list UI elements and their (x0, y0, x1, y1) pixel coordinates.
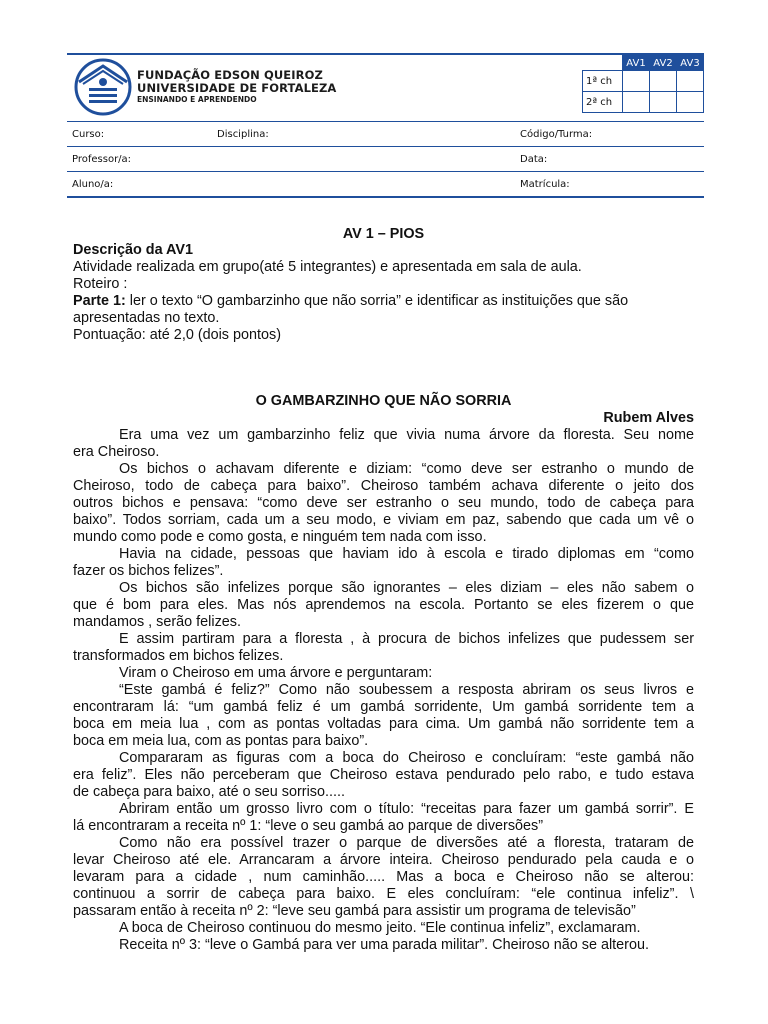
score-text: Pontuação: até 2,0 (dois pontos) (73, 327, 282, 343)
story-line: encontraram lá: “um gambá feliz é um gambá sorridente, Um gambá sorridente tem a (73, 699, 694, 715)
story-line: Era uma vez um gambarzinho feliz que vivia numa árvore da floresta. Seu nome (119, 427, 694, 443)
story-author: Rubem Alves (603, 410, 694, 426)
story-line: boca em meia lua , com as pontas voltadas para cima. Um gambá não sorridente tem a (73, 716, 694, 732)
activity-text: Atividade realizada em grupo(até 5 integrantes) e apresentada em sala de aula. (73, 259, 582, 275)
story-line: Como não era possível trazer o parque de diversões até a floresta, trataram de (119, 835, 694, 851)
field-data: Data: (520, 154, 548, 165)
field-professor: Professor/a: (72, 154, 132, 165)
grade-col-av3: AV3 (677, 56, 704, 71)
story-line: Compararam as figuras com a boca do Cheiroso e concluíram: “este gambá não (119, 750, 694, 766)
grade-col-av2: AV2 (650, 56, 677, 71)
grade-cell[interactable] (650, 71, 677, 92)
roteiro-label: Roteiro : (73, 276, 128, 292)
story-line: era Cheiroso. (73, 444, 160, 460)
part-1-label: Parte 1: (73, 293, 126, 309)
story-line: mundo como pode e como gosta, e ninguém tem nada com isso. (73, 529, 487, 545)
story-title: O GAMBARZINHO QUE NÃO SORRIA (255, 393, 512, 409)
grade-cell[interactable] (677, 71, 704, 92)
story-line: de cabeça para baixo, até o seu sorriso..... (73, 784, 345, 800)
story-line: levaram para a cidade , num caminhão..... Mas a boca e Cheiroso não se alterou: (73, 869, 694, 885)
story-line: Abriram então um grosso livro com o título: “receitas para fazer um gambá sorrir”. E (119, 801, 694, 817)
story-line: “Este gambá é feliz?” Como não soubessem a resposta abriram os seus livros e (119, 682, 694, 698)
description-heading: Descrição da AV1 (73, 242, 193, 258)
story-line: A boca de Cheiroso continuou do mesmo jeito. “Ele continua infeliz”, exclamaram. (119, 920, 641, 936)
story-line: que é bom para eles. Mas nós aprendemos na escola. Portanto se eles fizerem o que (73, 597, 694, 613)
institution-line-1: FUNDAÇÃO EDSON QUEIROZ (137, 68, 323, 82)
grade-cell[interactable] (623, 92, 650, 113)
story-line: Receita nº 3: “leve o Gambá para ver uma parada militar”. Cheiroso não se alterou. (119, 937, 649, 953)
story-line: Cheiroso, todo de cabeça para baixo”. Cheiroso também achava diferente o jeito dos (73, 478, 694, 494)
grade-row-1-label: 1ª ch (583, 71, 623, 92)
story-line: lá encontraram a receita nº 1: “leve o seu gambá ao parque de diversões” (73, 818, 544, 834)
header-row-professor (67, 147, 704, 172)
header-top (67, 55, 704, 122)
grade-cell[interactable] (677, 92, 704, 113)
field-disciplina: Disciplina: (217, 129, 269, 140)
institution-name (137, 69, 336, 105)
story-line: Viram o Cheiroso em uma árvore e perguntaram: (119, 665, 433, 681)
story-line: continuou a sorrir de cabeça para baixo. E eles concluíram: “ele continua infeliz”. \ (73, 886, 694, 902)
field-matricula: Matrícula: (520, 179, 570, 190)
grade-row-2-label: 2ª ch (583, 92, 623, 113)
header-row-student (67, 172, 704, 198)
header-row-course (67, 122, 704, 147)
story-line: E assim partiram para a floresta , à procura de bichos infelizes que pudessem ser (119, 631, 694, 647)
assignment-title: AV 1 – PIOS (342, 226, 425, 242)
story-line: outros bichos e pensava: “como deve ser estranho o seu mundo, todo de cabeça para (73, 495, 694, 511)
institution-tagline: ENSINANDO E APRENDENDO (137, 95, 257, 104)
story-line: era feliz”. Eles não perceberam que Cheiroso estava pendurado pelo rabo, e tudo estava (73, 767, 694, 783)
grade-cell[interactable] (623, 71, 650, 92)
story-line: boca em meia lua, com as pontas para baixo”. (73, 733, 369, 749)
story-line: Os bichos são infelizes porque são ignorantes – eles diziam – eles não sabem o (119, 580, 694, 596)
story-line: baixo”. Todos sorriam, cada um a seu modo, e viviam em paz, sabendo que cada um vê o (73, 512, 694, 528)
part-1-text-continued: apresentadas no texto. (73, 310, 220, 326)
grade-cell[interactable] (650, 92, 677, 113)
story-line: Os bichos o achavam diferente e diziam: “como deve ser estranho o mundo de (119, 461, 694, 477)
grade-table (582, 55, 704, 113)
story-line: transformados em bichos felizes. (73, 648, 284, 664)
story-line: mandamos , serão felizes. (73, 614, 241, 630)
university-logo-icon (73, 58, 133, 116)
story-line: levar Cheiroso até ele. Arrancaram a árvore inteira. Cheiroso pendurado pela cauda e o (73, 852, 694, 868)
story-line: passaram então à receita nº 2: “leve seu gambá para assistir um programa de televisão” (73, 903, 636, 919)
part-1-line (73, 293, 628, 310)
field-codigo-turma: Código/Turma: (520, 129, 593, 140)
grade-col-av1: AV1 (623, 56, 650, 71)
part-1-text: ler o texto “O gambarzinho que não sorria” e identificar as instituições que são (125, 293, 629, 309)
form-header (67, 53, 704, 198)
story-line: fazer os bichos felizes”. (73, 563, 224, 579)
field-aluno: Aluno/a: (72, 179, 114, 190)
field-curso: Curso: (72, 129, 105, 140)
story-line: Havia na cidade, pessoas que haviam ido à escola e tirado diplomas em “como (119, 546, 694, 562)
institution-line-2: UNIVERSIDADE DE FORTALEZA (137, 81, 337, 95)
